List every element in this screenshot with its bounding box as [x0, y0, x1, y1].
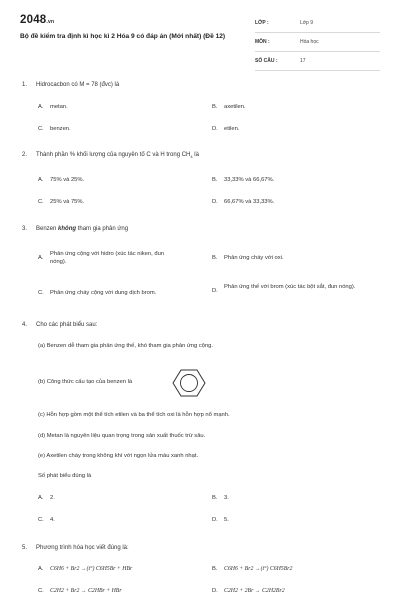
- question-number: 4.: [22, 322, 28, 328]
- question-number: 3.: [22, 226, 28, 232]
- question-text-part: tham gia phản ứng: [76, 226, 129, 232]
- question-emphasis: không: [58, 226, 77, 232]
- benzene-structure-icon: [172, 368, 206, 398]
- question-text: Phương trình hóa học viết đúng là:: [36, 545, 129, 551]
- option-letter: C.: [38, 517, 44, 523]
- option-letter: D.: [212, 126, 218, 132]
- option-formula: C6H6 + Br2 →(t°) C6H5Br2: [224, 566, 293, 572]
- logo-text: 2048: [20, 14, 47, 26]
- question-subscript: 4: [190, 154, 193, 160]
- question-text-part: Benzen: [36, 226, 59, 232]
- option-text: Phản ứng thế với brom (xúc tác bột sắt, đun nóng).: [224, 284, 356, 290]
- option-text: 3.: [224, 495, 229, 501]
- option-text: 4.: [50, 517, 55, 523]
- site-logo[interactable]: [20, 14, 54, 26]
- question-text-part: là: [192, 152, 199, 158]
- option-letter: B.: [212, 177, 218, 183]
- meta-row-grade: [255, 16, 380, 33]
- statement-e: (e) Axetilen cháy trong không khí với ngọn lửa màu xanh nhạt.: [38, 453, 199, 459]
- option-text: 75% và 25%.: [50, 177, 85, 183]
- option-letter: A.: [38, 566, 44, 572]
- option-letter: D.: [212, 588, 218, 594]
- option-letter: C.: [38, 199, 44, 205]
- logo-suffix: .vn: [46, 19, 55, 25]
- option-formula: C2H2 + Br2 → C2HBr + HBr: [50, 588, 122, 594]
- option-letter: C.: [38, 126, 44, 132]
- meta-key-grade: LỚP :: [255, 20, 269, 26]
- option-letter: D.: [212, 288, 218, 294]
- meta-row-subject: [255, 35, 380, 52]
- question-text: [36, 226, 376, 232]
- option-text: benzen.: [50, 126, 71, 132]
- option-text: etilen.: [224, 126, 240, 132]
- meta-value-grade: Lớp 9: [300, 20, 314, 26]
- option-letter: A.: [38, 104, 44, 110]
- question-text: Hidrocacbon có M = 78 (đvc) là: [36, 82, 120, 88]
- option-letter: B.: [212, 104, 218, 110]
- question-number: 5.: [22, 545, 28, 551]
- meta-key-subject: MÔN :: [255, 39, 270, 45]
- option-text: Phản ứng cộng với hidro (xúc tác niken, đun nóng).: [50, 251, 165, 265]
- option-formula: C6H6 + Br2 →(t°) C6H5Br + HBr: [50, 566, 133, 572]
- meta-value-subject: Hóa học: [300, 39, 319, 45]
- option-text: Phản ứng cháy cộng với dung dịch brom.: [50, 290, 157, 296]
- option-letter: B.: [212, 495, 218, 501]
- option-text: 2.: [50, 495, 55, 501]
- question-number: 2.: [22, 152, 28, 158]
- option-letter: D.: [212, 517, 218, 523]
- option-letter: C.: [38, 588, 44, 594]
- option-letter: D.: [212, 199, 218, 205]
- option-text: axetilen.: [224, 104, 246, 110]
- meta-row-count: [255, 54, 380, 71]
- option-letter: A.: [38, 255, 44, 261]
- option-text: 33,33% và 66,67%.: [224, 177, 275, 183]
- document-header: [20, 12, 380, 72]
- statement-prompt: Số phát biểu đúng là: [38, 473, 92, 479]
- option-text: Phản ứng cháy với oxi.: [224, 255, 284, 261]
- option-letter: A.: [38, 495, 44, 501]
- option-letter: A.: [38, 177, 44, 183]
- option-letter: B.: [212, 566, 218, 572]
- document-title: Bộ đề kiểm tra định kì học kì 2 Hóa 9 có đáp án (Mới nhất) (Đề 12): [20, 33, 226, 40]
- option-formula: C2H2 + 2Br → C2H2Br2: [224, 588, 285, 594]
- statement-a: (a) Benzen dễ tham gia phản ứng thế, khó tham gia phản ứng cộng.: [38, 343, 214, 349]
- meta-value-count: 17: [300, 58, 306, 64]
- option-text: metan.: [50, 104, 68, 110]
- meta-table: [255, 16, 380, 73]
- statement-c: (c) Hỗn hợp gồm một thể tích etilen và ba thể tích oxi là hỗn hợp nổ mạnh.: [38, 412, 230, 418]
- statement-b: (b) Công thức cấu tạo của benzen là: [38, 379, 133, 385]
- option-text: 5.: [224, 517, 229, 523]
- option-letter: B.: [212, 255, 218, 261]
- statement-d: (d) Metan là nguyên liệu quan trọng trong sản xuất thuốc trừ sâu.: [38, 433, 206, 439]
- option-text: 25% và 75%.: [50, 199, 85, 205]
- option-letter: C.: [38, 290, 44, 296]
- question-text-part: Thành phần % khối lượng của nguyên tố C và H trong CH: [36, 152, 191, 158]
- meta-key-count: SỐ CÂU :: [255, 58, 278, 64]
- option-text: 66,67% và 33,33%.: [224, 199, 275, 205]
- question-number: 1.: [22, 82, 28, 88]
- question-text: [36, 152, 376, 159]
- question-text: Cho các phát biểu sau:: [36, 322, 98, 328]
